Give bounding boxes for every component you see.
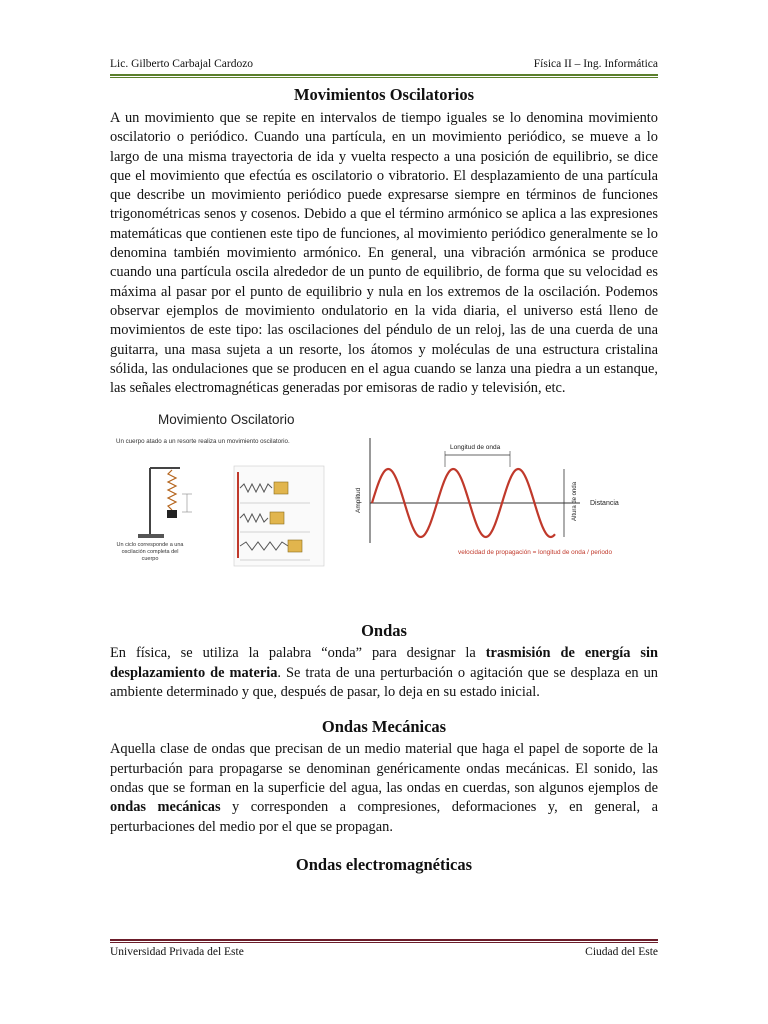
spring-caption: Un ciclo corresponde a una oscilación completa del cuerpo <box>116 542 184 563</box>
amplitude-label: Amplitud <box>355 488 362 514</box>
spring-diagram <box>110 408 345 583</box>
paragraph-oscilatorios: A un movimiento que se repite en intervalos de tiempo iguales se lo denomina movimiento oscilatorio o periódico. Cuando una partícula, en un movimiento periódico, se mueve a lo largo de una misma trayectoria de ida y vuelta respecto a una posición de equilibrio, se dice que el movimiento que efectúa es oscilatorio o vibratorio. El desplazamiento de una partícula que describe un movimiento periódico puede expresarse siempre en términos de funciones trigonométricas senos y cosenos. Debido a que el término armónico se aplica a las expresiones matemáticas que contienen este tipo de funciones, al movimiento periódico generalmente se lo denomina también movimiento armónico. En general, una vibración armónica se produce cuando una partícula oscila alrededor de un punto de equilibrio, de forma que su velocidad es máxima al pasar por el punto de equilibrio y nula en los extremos de la oscilación. Podemos observar ejemplos de movimiento ondulatorio en la vida diaria, el universo está lleno de movimientos de este tipo: las oscilaciones del péndulo de un reloj, las de una cuerda de una guitarra, una masa sujeta a un resorte, los átomos y moléculas de una estructura cristalina sólida, las ondulaciones que se producen en el agua cuando se lanza una piedra a un estanque, las señales electromagnéticas generadas por emisoras de radio y televisión, etc. <box>110 110 658 397</box>
ondas-text-a: En física, se utiliza la palabra “onda” para designar la <box>110 645 486 662</box>
header-divider <box>110 74 658 76</box>
mecanicas-text-a: Aquella clase de ondas que precisan de un medio material que haga el papel de soporte de la perturbación para propagarse se denominan genéricamente ondas mecánicas. El sonido, las ondas que se forman en la superficie del agua, las ondas en cuerdas, son algunos ejemplos de <box>110 741 658 796</box>
paragraph-ondas <box>110 644 658 702</box>
page-footer <box>110 946 658 958</box>
footer-city: Ciudad del Este <box>585 946 658 958</box>
section-title-mecanicas: Ondas Mecánicas <box>321 717 447 737</box>
ondas-text-b: . Se trata de una perturbación o agitación que se desplaza en un ambiente determinado y que, después de pasar, lo deja en su estado inicial. <box>110 664 658 701</box>
section-title-electromagneticas: Ondas electromagnéticas <box>295 854 473 874</box>
footer-university: Universidad Privada del Este <box>110 946 244 958</box>
figure-title: Movimiento Oscilatorio <box>158 412 295 428</box>
wave-length-label: Longitud de onda <box>450 444 501 452</box>
footer-divider-thin <box>110 942 658 943</box>
section-title-oscilatorios: Movimientos Oscilatorios <box>293 85 475 104</box>
header-course: Física II – Ing. Informática <box>533 58 658 70</box>
page-header <box>110 58 658 70</box>
wave-diagram <box>350 433 650 578</box>
speed-formula: velocidad de propagación = longitud de onda / periodo <box>458 549 613 557</box>
header-divider-thin <box>110 77 658 78</box>
ondas-bold: trasmisión de energía sin desplazamiento de materia <box>110 645 658 681</box>
distance-label: Distancia <box>590 500 619 508</box>
oscillation-figure <box>110 408 658 588</box>
paragraph-mecanicas <box>110 740 658 836</box>
page-content <box>110 85 658 875</box>
footer-divider <box>110 939 658 941</box>
header-author: Lic. Gilberto Carbajal Cardozo <box>110 58 254 70</box>
section-title-ondas: Ondas <box>361 621 407 641</box>
figure-subtitle: Un cuerpo atado a un resorte realiza un movimiento oscilatorio. <box>116 438 290 446</box>
wave-graph <box>350 433 650 578</box>
mecanicas-text-b: y corresponden a compresiones, deformaciones y, en general, a perturbaciones del medio por el que se propagan. <box>110 799 658 835</box>
height-label: Altura de onda <box>572 482 578 522</box>
mecanicas-bold: ondas mecánicas <box>110 799 221 816</box>
